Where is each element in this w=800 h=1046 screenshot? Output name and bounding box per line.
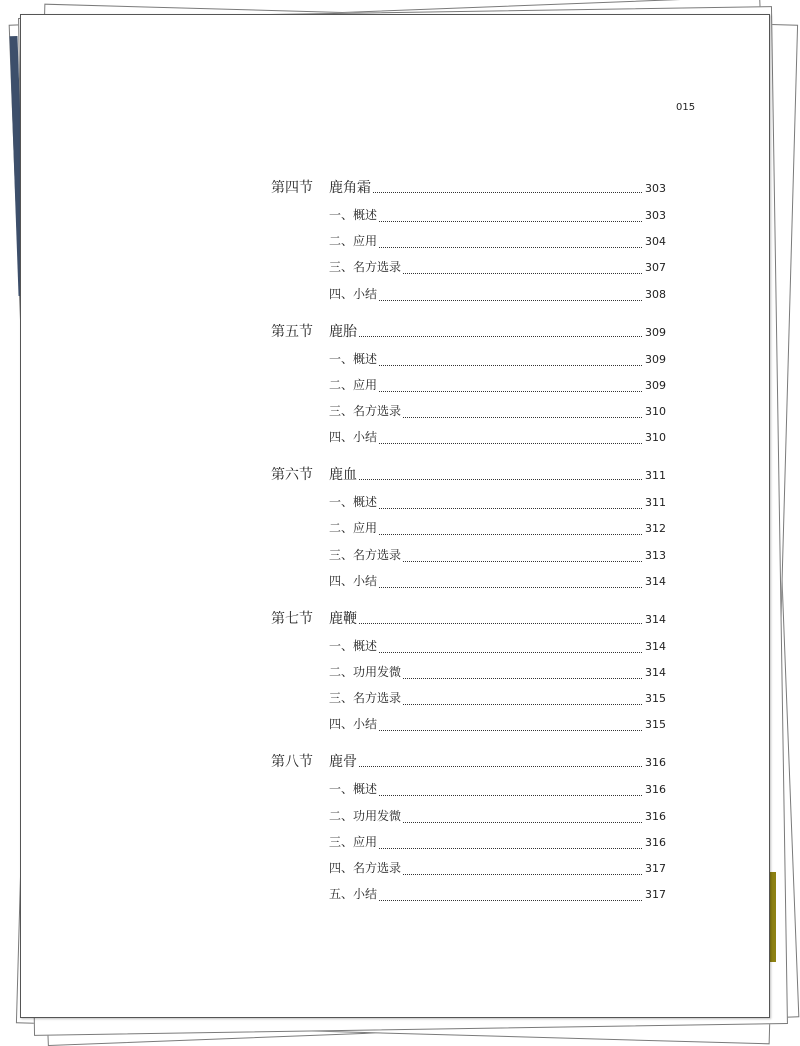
leader-dots [403,416,642,418]
toc-item-row[interactable] [271,689,666,709]
item-title: 二、应用 [329,234,378,249]
leader-dots [379,586,642,588]
item-title: 三、应用 [329,834,378,849]
item-title: 四、小结 [329,573,378,588]
leader-dots [403,272,642,274]
item-page-number: 314 [645,639,666,653]
document-page [20,14,770,1018]
leader-dots [379,220,642,222]
leader-dots [379,390,642,392]
toc-section-row[interactable] [271,751,666,771]
item-page-number: 309 [645,352,666,366]
toc-item-row[interactable] [271,402,666,422]
toc-item-row[interactable] [271,885,666,905]
item-page-number: 317 [645,862,666,875]
item-title: 三、名方选录 [329,691,402,706]
item-page-number: 316 [645,835,666,849]
section-label: 第六节 [271,467,313,484]
item-page-number: 308 [645,287,666,301]
leader-dots [379,364,642,366]
leader-dots [379,899,642,901]
page-number: 015 [676,102,696,113]
leader-dots [379,299,642,301]
item-title: 四、小结 [329,286,378,301]
section-label: 第四节 [271,180,313,196]
section-label: 第八节 [271,754,313,771]
toc-item-row[interactable] [271,493,666,513]
section-title: 鹿角霜 [329,180,371,196]
toc-item-row[interactable] [271,715,666,735]
toc-item-row[interactable] [271,780,666,800]
section-page-number: 311 [645,469,666,483]
item-title: 二、应用 [329,377,378,392]
toc-section-row[interactable] [271,608,666,628]
toc-item-row[interactable] [271,833,666,853]
toc-item-row[interactable] [271,428,666,448]
leader-dots [379,651,642,653]
leader-dots [403,703,642,705]
leader-dots [379,533,642,535]
leader-dots [359,335,642,337]
item-page-number: 307 [645,261,666,275]
item-title: 二、功用发微 [329,665,402,679]
item-title: 五、小结 [329,887,378,902]
leader-dots [373,191,642,193]
item-page-number: 314 [645,666,666,679]
item-page-number: 303 [645,209,666,222]
toc-item-row[interactable] [271,859,666,879]
item-title: 三、名方选录 [329,547,402,562]
item-title: 四、小结 [329,717,378,732]
item-page-number: 317 [645,888,666,902]
leader-dots [379,847,642,849]
leader-dots [403,821,642,823]
item-page-number: 310 [645,405,666,418]
item-page-number: 316 [645,783,666,797]
item-title: 三、名方选录 [329,260,402,275]
leader-dots [403,560,642,562]
toc-item-row[interactable] [271,546,666,566]
item-page-number: 313 [645,548,666,562]
section-page-number: 314 [645,612,666,626]
toc-item-row[interactable] [271,637,666,657]
leader-dots [379,442,642,444]
item-title: 一、概述 [329,351,378,366]
leader-dots [379,246,642,248]
toc-section-row[interactable] [271,321,666,341]
leader-dots [359,765,642,767]
toc-section-row[interactable] [271,464,666,484]
item-title: 二、功用发微 [329,808,402,823]
leader-dots [379,794,642,796]
item-title: 四、小结 [329,430,378,445]
section-page-number: 303 [645,182,666,195]
toc-item-row[interactable] [271,376,666,396]
item-title: 一、概述 [329,208,378,222]
section-title: 鹿鞭 [329,610,357,627]
leader-dots [379,507,642,509]
item-page-number: 312 [645,522,666,536]
toc-item-row[interactable] [271,572,666,592]
toc-item-row[interactable] [271,663,666,683]
section-label: 第七节 [271,610,313,627]
toc-item-row[interactable] [271,206,666,226]
leader-dots [403,677,642,679]
section-title: 鹿血 [329,467,357,484]
leader-dots [359,622,642,624]
toc-section-row[interactable] [271,177,666,197]
item-title: 三、名方选录 [329,404,402,418]
toc-item-row[interactable] [271,519,666,539]
leader-dots [379,729,642,731]
toc-item-row[interactable] [271,285,666,305]
toc-item-row[interactable] [271,807,666,827]
item-title: 二、应用 [329,521,378,536]
section-title: 鹿胎 [329,323,357,340]
item-page-number: 310 [645,431,666,445]
toc-item-row[interactable] [271,258,666,278]
item-page-number: 304 [645,235,666,249]
toc-item-row[interactable] [271,232,666,252]
section-page-number: 316 [645,756,666,770]
item-title: 一、概述 [329,782,378,797]
item-title: 一、概述 [329,638,378,653]
section-title: 鹿骨 [329,754,357,771]
section-label: 第五节 [271,323,313,340]
item-page-number: 316 [645,809,666,823]
item-page-number: 315 [645,692,666,706]
section-page-number: 309 [645,325,666,339]
leader-dots [403,873,642,875]
item-title: 一、概述 [329,495,378,510]
item-page-number: 315 [645,718,666,732]
item-page-number: 314 [645,574,666,588]
leader-dots [359,478,642,480]
item-title: 四、名方选录 [329,861,402,875]
toc-item-row[interactable] [271,350,666,370]
item-page-number: 309 [645,378,666,392]
item-page-number: 311 [645,496,666,510]
